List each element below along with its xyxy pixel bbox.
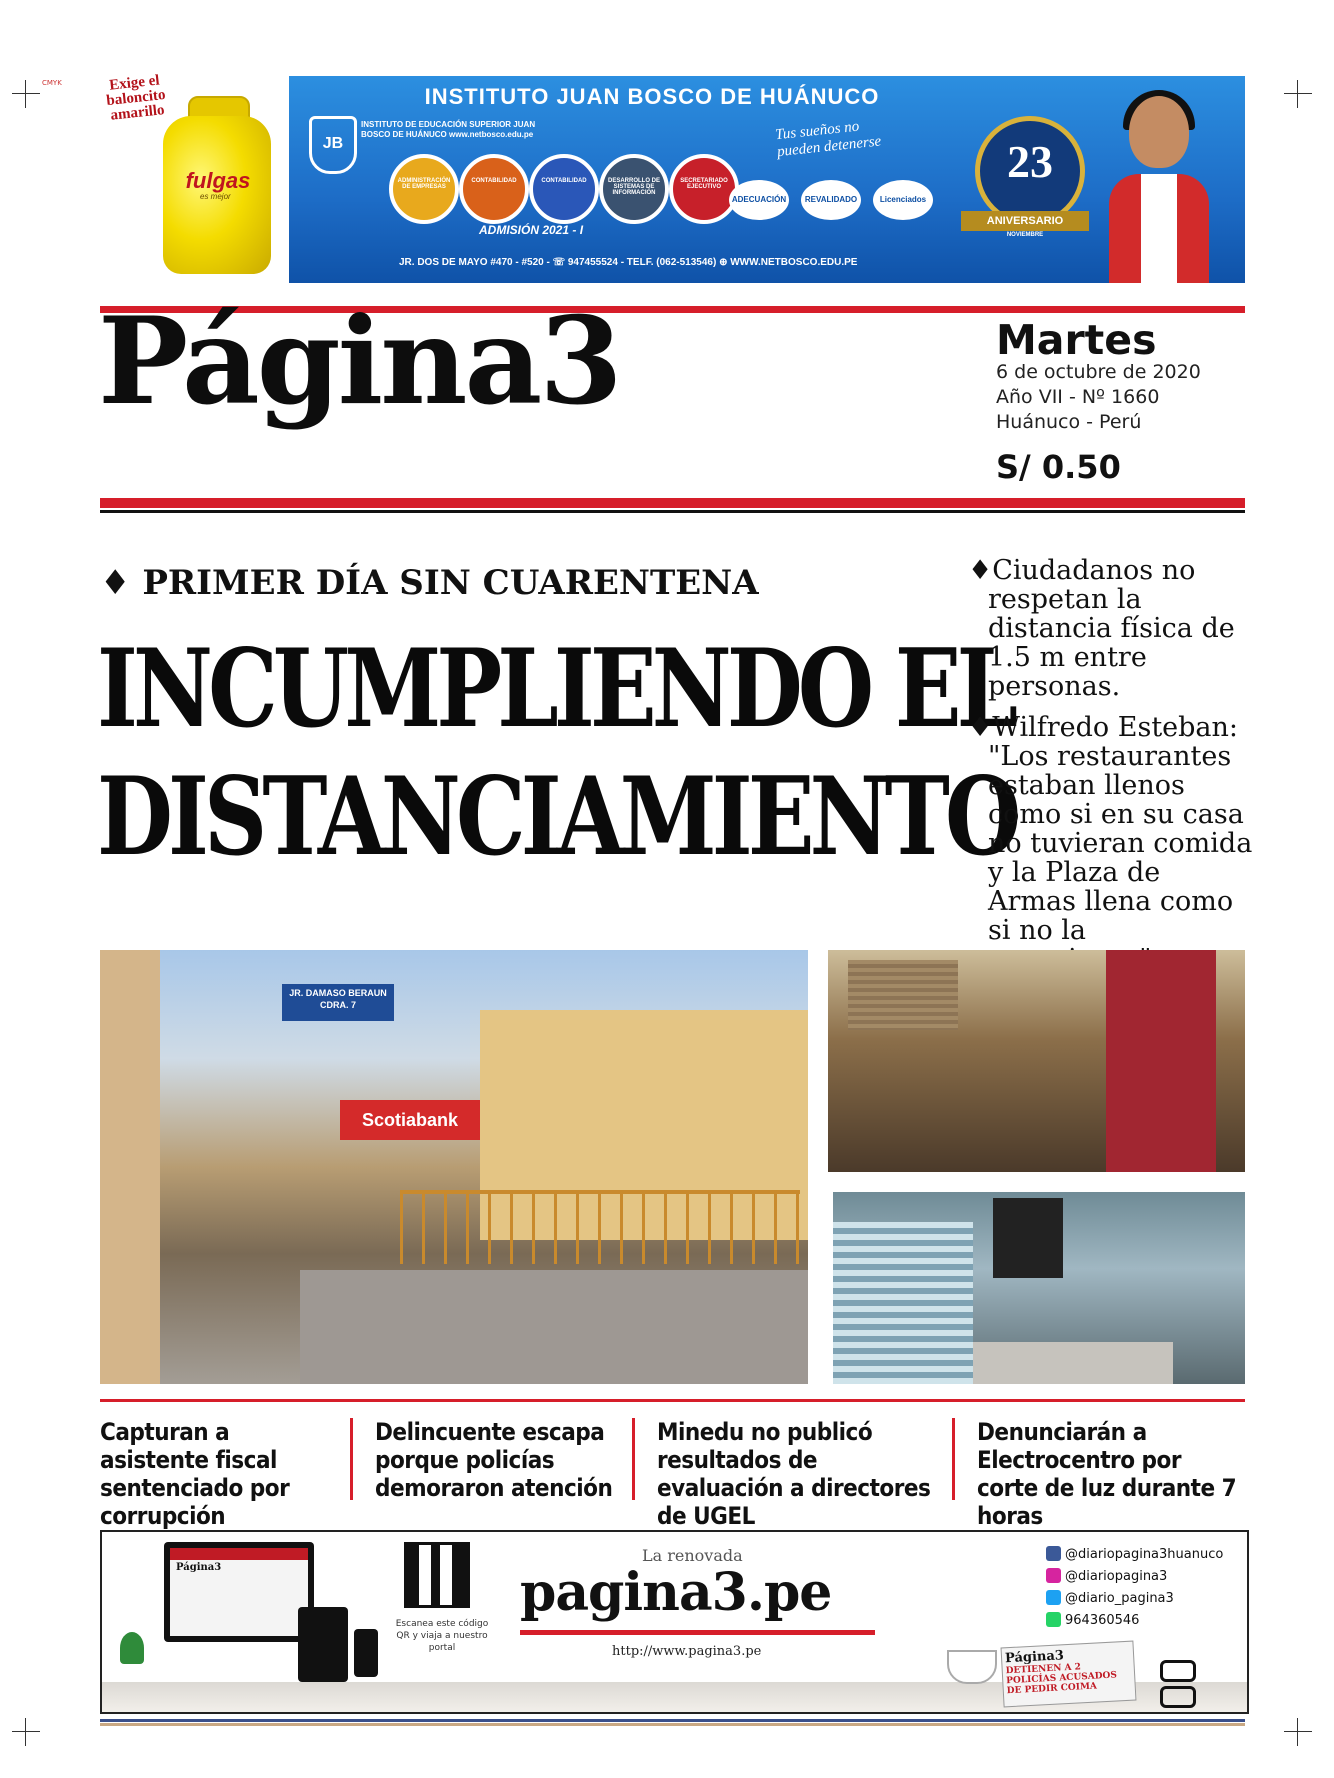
facebook-icon xyxy=(1046,1546,1061,1561)
banner-slogan: Tus sueños no pueden detenerse xyxy=(774,118,882,161)
institute-logo: JB xyxy=(309,116,357,174)
issue-date: 6 de octubre de 2020 xyxy=(996,361,1201,383)
promo-url[interactable]: http://www.pagina3.pe xyxy=(612,1644,762,1659)
news-separator xyxy=(632,1418,635,1500)
restaurant-photo[interactable] xyxy=(828,950,1245,1172)
bank-sign: Scotiabank xyxy=(340,1100,480,1140)
social-whatsapp[interactable]: 964360546 xyxy=(1046,1610,1223,1632)
plant-icon xyxy=(120,1632,144,1664)
admission-label: ADMISIÓN 2021 - I xyxy=(479,223,584,237)
street-photo[interactable] xyxy=(100,950,808,1384)
news-separator xyxy=(952,1418,955,1500)
promo-domain[interactable]: pagina3.pe xyxy=(520,1562,832,1623)
instagram-icon xyxy=(1046,1568,1061,1583)
news-item[interactable]: Capturan a asistente fiscal sentenciado por corrupción xyxy=(100,1418,290,1530)
street-sign: JR. DAMASO BERAUN CDRA. 7 xyxy=(282,984,394,1021)
anniversary-seal xyxy=(975,116,1085,226)
social-instagram[interactable]: @diariopagina3 xyxy=(1046,1566,1223,1588)
phone-icon xyxy=(354,1629,378,1677)
anniversary-number: 23 xyxy=(1007,136,1053,187)
licenciados-seal: Licenciados xyxy=(873,180,933,220)
website-promo-ad[interactable] xyxy=(100,1530,1249,1714)
newspaper-thumbnail-title: Página3 xyxy=(1004,1648,1065,1667)
masthead-rule-bottom xyxy=(100,498,1245,508)
gas-brand: fulgas xyxy=(185,168,251,193)
social-twitter[interactable]: @diario_pagina3 xyxy=(1046,1588,1223,1610)
banner-title: INSTITUTO JUAN BOSCO DE HUÁNUCO xyxy=(424,84,880,109)
footer-rule xyxy=(100,1723,1245,1726)
crop-mark xyxy=(1284,1718,1312,1746)
social-links xyxy=(1046,1544,1223,1632)
qr-code[interactable] xyxy=(404,1542,470,1608)
monitor-icon xyxy=(164,1542,314,1642)
gas-ad[interactable] xyxy=(100,72,275,283)
program-badge: CONTABILIDAD xyxy=(529,154,599,224)
lead-headline-line2: DISTANCIAMIENTO xyxy=(97,754,1017,880)
whatsapp-icon xyxy=(1046,1612,1061,1627)
news-item[interactable]: Minedu no publicó resultados de evaluación a directores de UGEL xyxy=(657,1418,931,1530)
institute-banner-ad[interactable] xyxy=(289,76,1245,283)
cmyk-label: CMYK xyxy=(42,79,62,87)
promo-label: La renovada xyxy=(642,1546,743,1565)
banner-address: JR. DOS DE MAYO #470 - #520 - ☏ 947455524 - TELF. (062-513546) ⊕ WWW.NETBOSCO.EDU.PE xyxy=(399,257,858,268)
footer-rule xyxy=(100,1719,1245,1722)
twitter-icon xyxy=(1046,1590,1061,1605)
screen-logo: Página3 xyxy=(176,1562,222,1573)
anniversary-label: ANIVERSARIO xyxy=(961,211,1089,231)
lead-kicker: ♦ PRIMER DÍA SIN CUARENTENA xyxy=(100,563,759,603)
student-photo xyxy=(1089,96,1229,283)
promo-domain-underline xyxy=(520,1630,875,1635)
issue-price: S/ 0.50 xyxy=(996,448,1121,486)
lead-headline[interactable] xyxy=(97,625,1017,881)
revalidado-seal: REVALIDADO xyxy=(801,180,861,220)
social-facebook[interactable]: @diariopagina3huanuco xyxy=(1046,1544,1223,1566)
crop-mark xyxy=(12,1718,40,1746)
tablet-icon xyxy=(298,1607,348,1682)
lead-headline-line1: INCUMPLIENDO EL xyxy=(97,626,1014,752)
gas-slogan: es mejor xyxy=(200,192,231,201)
lead-bullet: ♦Ciudadanos no respetan la distancia física de 1.5 m entre personas. xyxy=(968,555,1235,702)
gas-ad-tagline: Exige el baloncito amarillo xyxy=(105,72,167,124)
program-badge: DESARROLLO DE SISTEMAS DE INFORMACIÓN xyxy=(599,154,669,224)
issue-info xyxy=(996,360,1201,435)
issue-location: Huánuco - Perú xyxy=(996,411,1142,433)
lead-bullet: ♦Wilfredo Esteban: "Los restaurantes estaban llenos como si en su casa no tuvieran comida y la Plaza de Armas llena como si no la xyxy=(968,712,1253,946)
qr-caption: Escanea este código QR y viaja a nuestro portal xyxy=(395,1619,489,1653)
issue-day: Martes xyxy=(996,316,1157,364)
program-badge: CONTABILIDAD xyxy=(459,154,529,224)
issue-edition: Año VII - Nº 1660 xyxy=(996,386,1160,408)
crop-mark xyxy=(1284,80,1312,108)
glasses-icon xyxy=(1160,1660,1232,1676)
news-rule xyxy=(100,1399,1245,1402)
institute-name: INSTITUTO DE EDUCACIÓN SUPERIOR JUAN BOSCO DE HUÁNUCO www.netbosco.edu.pe xyxy=(361,120,536,139)
news-item[interactable]: Delincuente escapa porque policías demoraron atención xyxy=(375,1418,613,1502)
market-photo[interactable] xyxy=(833,1192,1245,1384)
newspaper-thumbnail xyxy=(1001,1641,1137,1708)
news-item[interactable]: Denunciarán a Electrocentro por corte de luz durante 7 horas xyxy=(977,1418,1237,1530)
news-separator xyxy=(350,1418,353,1500)
newspaper-thumbnail-headline: DETIENEN A 2 POLICÍAS ACUSADOS DE PEDIR COIMA xyxy=(1005,1662,1118,1697)
program-badge: SECRETARIADO EJECUTIVO xyxy=(669,154,739,224)
crop-mark xyxy=(12,80,40,108)
masthead-rule-bottom-black xyxy=(100,510,1245,513)
coffee-cup-icon xyxy=(947,1650,997,1684)
adecuacion-seal: ADECUACIÓN xyxy=(729,180,789,220)
newspaper-title: Página3 xyxy=(98,291,620,432)
lead-bullets xyxy=(968,556,1253,986)
program-badge: ADMINISTRACIÓN DE EMPRESAS xyxy=(389,154,459,224)
anniversary-month: NOVIEMBRE xyxy=(1006,232,1044,238)
